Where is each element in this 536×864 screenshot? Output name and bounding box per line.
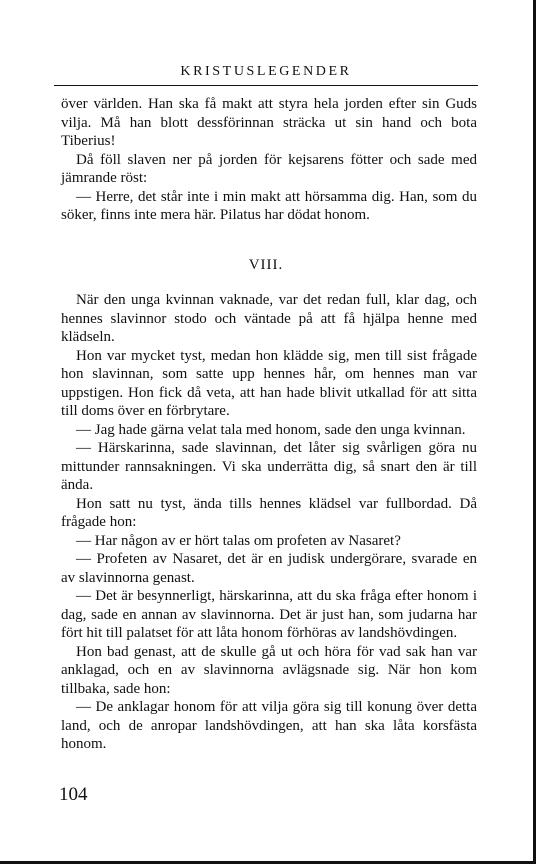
page-number: 104: [59, 784, 88, 805]
paragraph: Hon bad genast, att de skulle gå ut och höra för vad sak han var anklagad, och en av slavinnorna avlägsnade sig. När hon kom tillbaka, sade hon:: [61, 643, 477, 697]
paragraph: När den unga kvinnan vaknade, var det redan full, klar dag, och hennes slavinnor stodo och väntade på att få hjälpa henne med klädseln.: [61, 292, 477, 345]
chapter-heading: VIII.: [248, 257, 284, 273]
paragraph: Då föll slaven ner på jorden för kejsarens fötter och sade med jämrande röst:: [61, 151, 477, 186]
paragraph: — Herre, det står inte i min makt att hörsamma dig. Han, som du söker, finns inte mera här. Pilatus har dödat honom.: [61, 188, 477, 223]
paragraph: — Härskarinna, sade slavinnan, det låter sig svårligen göra nu mittunder rannsakningen. Vi ska underrätta dig, så snart den är till ända.: [61, 440, 477, 493]
paragraph: — Jag hade gärna velat tala med honom, sade den unga kvinnan.: [76, 421, 466, 438]
text-block-main: [61, 291, 477, 754]
paragraph: Hon var mycket tyst, medan hon klädde sig, men till sist frågade hon slavinnan, som satte upp hennes hår, om hennes man var uppstigen. Hon fick då veta, att han hade blivit utkallad för att sitta till doms över en förbrytare.: [61, 347, 477, 419]
paragraph: — De anklagar honom för att vilja göra sig till konung över detta land, och de anropar landshövdingen, att han ska låta korsfästa honom.: [61, 699, 477, 752]
paragraph: — Har någon av er hört talas om profeten av Nasaret?: [76, 532, 401, 549]
paragraph: — Profeten av Nasaret, det är en judisk undergörare, svarade en av slavinnorna genast.: [61, 551, 477, 586]
paragraph: över världen. Han ska få makt att styra hela jorden efter sin Guds vilja. Må han blott dessförinnan sträcka ut sin hand och bota Tiberius!: [61, 96, 477, 149]
header-rule: [54, 85, 478, 86]
paragraph: Hon satt nu tyst, ända tills hennes klädsel var fullbordad. Då frågade hon:: [61, 495, 477, 530]
paragraph: — Det är besynnerligt, härskarinna, att du ska fråga efter honom i dag, sade en annan av slavinnorna. Det är just han, som judarna har fört hit till palatset för att låta honom förhöras av landshövdingen.: [61, 588, 477, 641]
running-head: KRISTUSLEGENDER: [180, 64, 352, 79]
text-block-top: [61, 95, 477, 225]
